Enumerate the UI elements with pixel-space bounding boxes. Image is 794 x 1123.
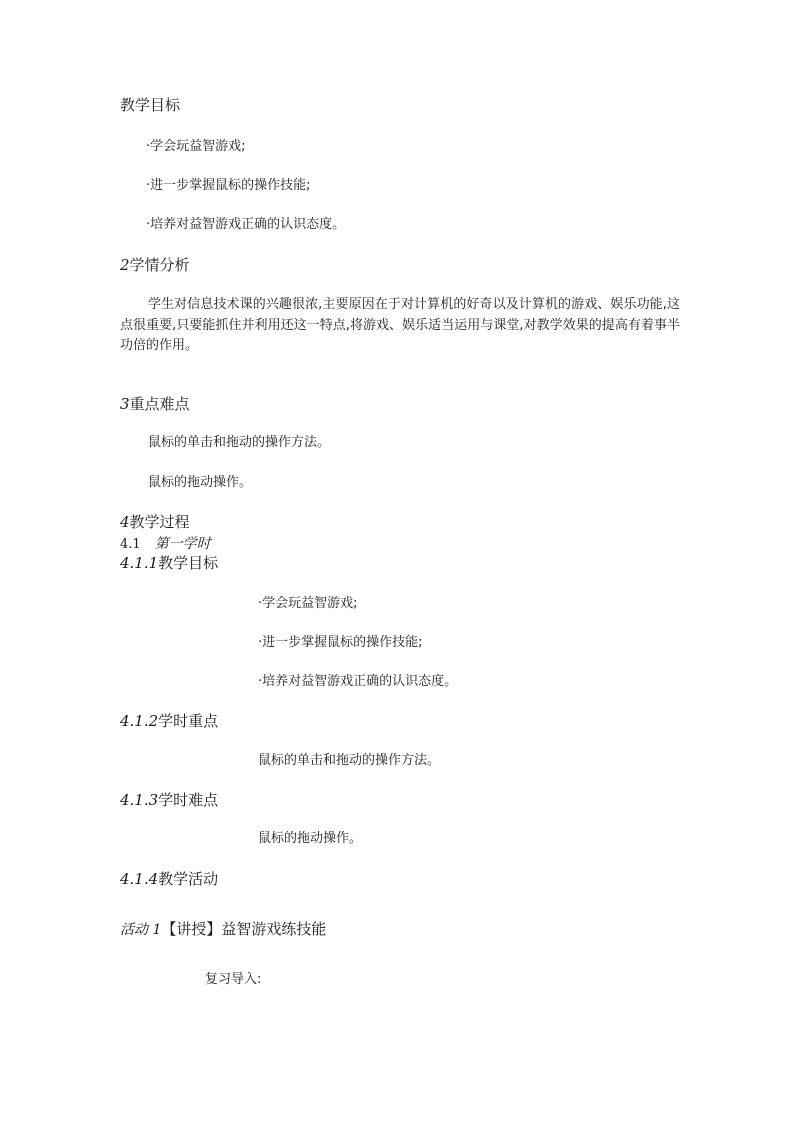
activity-1-tag: 【讲授】 — [161, 920, 222, 938]
heading-4-1-3-number: 4.1.3 — [120, 791, 159, 809]
period-difficulty-text: 鼠标的拖动操作。 — [258, 831, 363, 846]
section2-paragraph: 学生对信息技术课的兴趣很浓,主要原因在于对计算机的好奇以及计算机的游戏、娱乐功能,这点很重要,只要能抓住并利用还这一特点,将游戏、娱乐适当运用与课堂,对教学效果的提高有着事半功倍的作用。 — [120, 297, 680, 353]
heading-4-1-2-number: 4.1.2 — [120, 712, 159, 730]
section4-title: 教学过程 — [129, 513, 190, 531]
heading-4-1-2-title: 学时重点 — [158, 712, 219, 730]
heading-4-1-4-title: 教学活动 — [158, 870, 219, 888]
heading-4-1-1 — [120, 556, 218, 571]
period-goal-item-1: ·学会玩益智游戏; — [258, 596, 358, 611]
section2-number: 2 — [120, 256, 130, 274]
heading-4-1-3 — [120, 793, 218, 808]
subsection-4-1-title: 第一学时 — [154, 536, 211, 552]
section2-title: 学情分析 — [129, 256, 190, 274]
heading-4-1-1-number: 4.1.1 — [120, 554, 159, 572]
heading-4-1-2 — [120, 714, 218, 729]
section2-heading — [120, 258, 190, 273]
section3-heading — [120, 397, 190, 412]
goal-item-2: ·进一步掌握鼠标的操作技能; — [146, 178, 311, 193]
section3-number: 3 — [120, 395, 130, 413]
heading-4-1-1-title: 教学目标 — [158, 554, 219, 572]
heading-4-1-4 — [120, 872, 218, 887]
keypoint-item: 鼠标的单击和拖动的操作方法。 — [148, 435, 331, 450]
activity-1-prefix: 活动 1 — [120, 922, 162, 938]
period-goal-item-3: ·培养对益智游戏正确的认识态度。 — [258, 674, 458, 689]
goal-item-3: ·培养对益智游戏正确的认识态度。 — [146, 217, 346, 232]
activity-1-heading — [120, 922, 326, 937]
goal-item-1: ·学会玩益智游戏; — [146, 139, 246, 154]
subsection-4-1-heading — [120, 535, 211, 551]
review-intro: 复习导入: — [205, 972, 262, 987]
period-keypoint-text: 鼠标的单击和拖动的操作方法。 — [258, 753, 441, 768]
difficulty-item: 鼠标的拖动操作。 — [148, 475, 253, 490]
section3-title: 重点难点 — [129, 395, 190, 413]
activity-1-title: 益智游戏练技能 — [221, 920, 327, 938]
section4-number: 4 — [120, 513, 130, 531]
heading-4-1-4-number: 4.1.4 — [120, 870, 159, 888]
heading-4-1-3-title: 学时难点 — [158, 791, 219, 809]
subsection-4-1-number: 4.1 — [120, 537, 141, 552]
section4-heading — [120, 515, 190, 530]
period-goal-item-2: ·进一步掌握鼠标的操作技能; — [258, 635, 423, 650]
section1-title: 教学目标 — [120, 96, 181, 114]
